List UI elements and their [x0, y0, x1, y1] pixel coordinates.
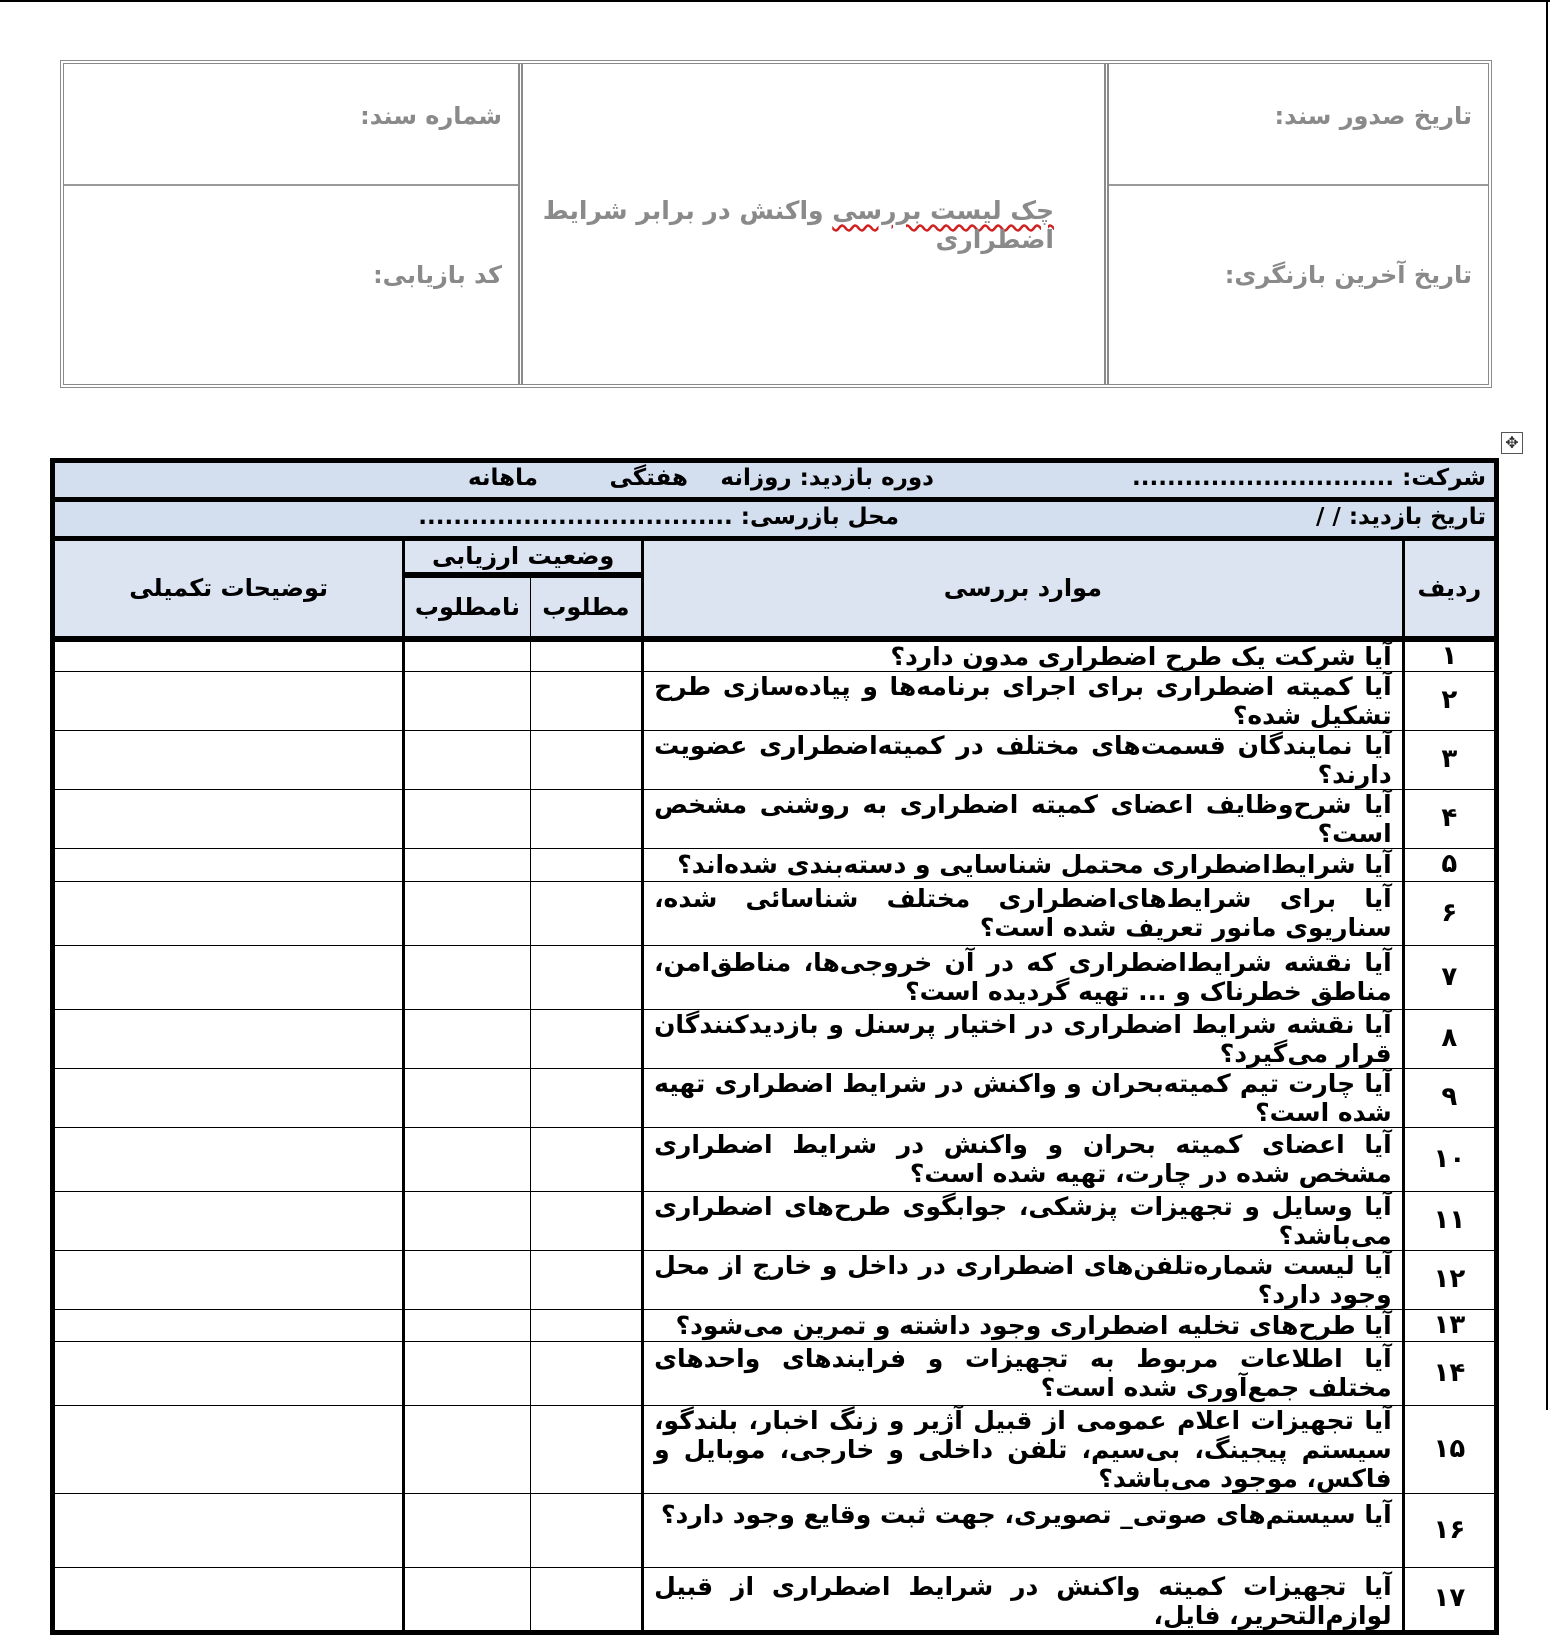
undesirable-cell[interactable] [404, 1250, 530, 1309]
visit-date-label: تاریخ بازدید: / / [1316, 504, 1486, 530]
table-row [53, 671, 1497, 730]
desirable-cell[interactable] [530, 945, 642, 1009]
desirable-cell[interactable] [530, 848, 642, 881]
notes-cell[interactable] [53, 1191, 404, 1250]
review-question: آیا شرح‌وظایف اعضای کمیته اضطراری به روشنی مشخص است؟ [643, 789, 1404, 848]
table-row [53, 1567, 1497, 1632]
col-row-number: ردیف [1403, 539, 1496, 639]
review-question: آیا چارت تیم کمیته‌بحران و واکنش در شرایط اضطراری تهیه شده است؟ [643, 1068, 1404, 1127]
review-question: آیا نقشه شرایط‌اضطراری که در آن خروجی‌ها، مناطق‌امن، مناطق خطرناک و ... تهیه گردیده است؟ [643, 945, 1404, 1009]
review-question: آیا شرایط‌اضطراری محتمل شناسایی و دسته‌بندی شده‌اند؟ [643, 848, 1404, 881]
document-header [60, 60, 1492, 388]
notes-cell[interactable] [53, 1341, 404, 1405]
undesirable-cell[interactable] [404, 945, 530, 1009]
table-row [53, 1250, 1497, 1309]
notes-cell[interactable] [53, 1009, 404, 1068]
col-undesirable: نامطلوب [404, 575, 530, 639]
document-title [523, 196, 1054, 254]
review-question: آیا برای شرایط‌های‌اضطراری مختلف شناسائی شده، سناریوی مانور تعریف شده است؟ [643, 881, 1404, 945]
review-question: آیا نمایندگان قسمت‌های مختلف در کمیته‌اضطراری عضویت دارند؟ [643, 730, 1404, 789]
undesirable-cell[interactable] [404, 848, 530, 881]
undesirable-cell[interactable] [404, 1405, 530, 1493]
notes-cell[interactable] [53, 1068, 404, 1127]
period-weekly[interactable]: هفتگی [609, 465, 688, 491]
issue-date-label: تاریخ صدور سند: [1274, 102, 1472, 130]
header-codes-column [64, 64, 518, 384]
table-row [53, 881, 1497, 945]
title-part-1: چک لیست بررسی [832, 196, 1054, 225]
review-question: آیا اعضای کمیته بحران و واکنش در شرایط اضطراری مشخص شده در چارت، تهیه شده است؟ [643, 1127, 1404, 1191]
table-row [53, 1493, 1497, 1567]
checklist-table [50, 458, 1499, 1635]
notes-cell[interactable] [53, 1567, 404, 1632]
table-row [53, 1191, 1497, 1250]
review-question: آیا شرکت یک طرح اضطراری مدون دارد؟ [643, 639, 1404, 672]
review-question: آیا وسایل و تجهیزات پزشکی، جوابگوی طرح‌های اضطراری می‌باشد؟ [643, 1191, 1404, 1250]
table-row [53, 1068, 1497, 1127]
row-number: ۶ [1403, 881, 1496, 945]
table-row [53, 1341, 1497, 1405]
review-question: آیا تجهیزات اعلام عمومی از قبیل آژیر و زنگ اخبار، بلندگو، سیستم پیجینگ، بی‌سیم، تلفن داخلی و خارجی، موبایل و فاکس، موجود می‌باشد؟ [643, 1405, 1404, 1493]
desirable-cell[interactable] [530, 1191, 642, 1250]
doc-number-label: شماره سند: [360, 102, 502, 130]
page-right-border [1546, 0, 1548, 1410]
desirable-cell[interactable] [530, 671, 642, 730]
desirable-cell[interactable] [530, 639, 642, 672]
header-dates-column [1104, 64, 1488, 384]
undesirable-cell[interactable] [404, 1309, 530, 1341]
row-number: ۱۶ [1403, 1493, 1496, 1567]
table-row [53, 848, 1497, 881]
undesirable-cell[interactable] [404, 1191, 530, 1250]
undesirable-cell[interactable] [404, 1567, 530, 1632]
undesirable-cell[interactable] [404, 881, 530, 945]
period-monthly[interactable]: ماهانه [467, 465, 538, 491]
notes-cell[interactable] [53, 1405, 404, 1493]
desirable-cell[interactable] [530, 1068, 642, 1127]
row-number: ۹ [1403, 1068, 1496, 1127]
desirable-cell[interactable] [530, 730, 642, 789]
review-question: آیا طرح‌های تخلیه اضطراری وجود داشته و تمرین می‌شود؟ [643, 1309, 1404, 1341]
review-question: آیا اطلاعات مربوط به تجهیزات و فرایندهای واحدهای مختلف جمع‌آوری شده است؟ [643, 1341, 1404, 1405]
review-question: آیا نقشه شرایط اضطراری در اختیار پرسنل و بازدیدکنندگان قرار می‌گیرد؟ [643, 1009, 1404, 1068]
table-row [53, 1127, 1497, 1191]
desirable-cell[interactable] [530, 1405, 642, 1493]
table-row [53, 1405, 1497, 1493]
col-assessment-status: وضعیت ارزیابی [404, 539, 643, 575]
notes-cell[interactable] [53, 789, 404, 848]
table-row [53, 1009, 1497, 1068]
table-row [53, 1309, 1497, 1341]
notes-cell[interactable] [53, 881, 404, 945]
row-number: ۵ [1403, 848, 1496, 881]
undesirable-cell[interactable] [404, 639, 530, 672]
table-row [53, 945, 1497, 1009]
inspection-place-label: محل بازرسی: .................................... [418, 504, 899, 530]
row-number: ۱۴ [1403, 1341, 1496, 1405]
desirable-cell[interactable] [530, 1127, 642, 1191]
visit-date-row [53, 500, 1497, 539]
undesirable-cell[interactable] [404, 1493, 530, 1567]
undesirable-cell[interactable] [404, 671, 530, 730]
undesirable-cell[interactable] [404, 1068, 530, 1127]
review-question: آیا تجهیزات کمیته واکنش در شرایط اضطراری از قبیل لوازم‌التحریر، فایل، [643, 1567, 1404, 1632]
row-number: ۱۵ [1403, 1405, 1496, 1493]
row-number: ۱۷ [1403, 1567, 1496, 1632]
row-number: ۱۰ [1403, 1127, 1496, 1191]
row-number: ۸ [1403, 1009, 1496, 1068]
page-top-border [0, 0, 1550, 2]
notes-cell[interactable] [53, 1493, 404, 1567]
last-revision-label: تاریخ آخرین بازنگری: [1224, 261, 1472, 289]
col-notes: توضیحات تکمیلی [53, 539, 404, 639]
table-row [53, 730, 1497, 789]
table-row [53, 789, 1497, 848]
assessment-code-label: کد بازیابی: [373, 261, 502, 289]
undesirable-cell[interactable] [404, 730, 530, 789]
notes-cell[interactable] [53, 1309, 404, 1341]
review-question: آیا لیست شماره‌تلفن‌های اضطراری در داخل و خارج از محل وجود دارد؟ [643, 1250, 1404, 1309]
desirable-cell[interactable] [530, 1567, 642, 1632]
row-number: ۴ [1403, 789, 1496, 848]
undesirable-cell[interactable] [404, 1341, 530, 1405]
visit-period-label: دوره بازدید: روزانه [720, 465, 934, 491]
row-number: ۲ [1403, 671, 1496, 730]
row-number: ۱۱ [1403, 1191, 1496, 1250]
title-part-2: واکنش در برابر شرایط اضطراری [542, 196, 1054, 254]
desirable-cell[interactable] [530, 1009, 642, 1068]
column-header-row-1 [53, 539, 1497, 575]
notes-cell[interactable] [53, 945, 404, 1009]
notes-cell[interactable] [53, 1127, 404, 1191]
desirable-cell[interactable] [530, 1341, 642, 1405]
row-number: ۱۳ [1403, 1309, 1496, 1341]
company-label: شرکت: .............................. [1132, 465, 1486, 491]
row-number: ۳ [1403, 730, 1496, 789]
notes-cell[interactable] [53, 671, 404, 730]
table-move-handle-icon[interactable]: ✥ [1501, 432, 1523, 454]
undesirable-cell[interactable] [404, 789, 530, 848]
table-row [53, 639, 1497, 672]
notes-cell[interactable] [53, 848, 404, 881]
notes-cell[interactable] [53, 730, 404, 789]
col-review-items: موارد بررسی [643, 539, 1404, 639]
desirable-cell[interactable] [530, 881, 642, 945]
undesirable-cell[interactable] [404, 1127, 530, 1191]
review-question: آیا کمیته اضطراری برای اجرای برنامه‌ها و پیاده‌سازی طرح تشکیل شده؟ [643, 671, 1404, 730]
col-desirable: مطلوب [530, 575, 642, 639]
row-number: ۱۲ [1403, 1250, 1496, 1309]
desirable-cell[interactable] [530, 1309, 642, 1341]
company-row [53, 461, 1497, 500]
desirable-cell[interactable] [530, 1250, 642, 1309]
row-number: ۷ [1403, 945, 1496, 1009]
row-number: ۱ [1403, 639, 1496, 672]
notes-cell[interactable] [53, 1250, 404, 1309]
notes-cell[interactable] [53, 639, 404, 672]
desirable-cell[interactable] [530, 1493, 642, 1567]
review-question: آیا سیستم‌های صوتی_ تصویری، جهت ثبت وقایع وجود دارد؟ [643, 1493, 1404, 1567]
header-title-column [518, 64, 1104, 384]
desirable-cell[interactable] [530, 789, 642, 848]
undesirable-cell[interactable] [404, 1009, 530, 1068]
